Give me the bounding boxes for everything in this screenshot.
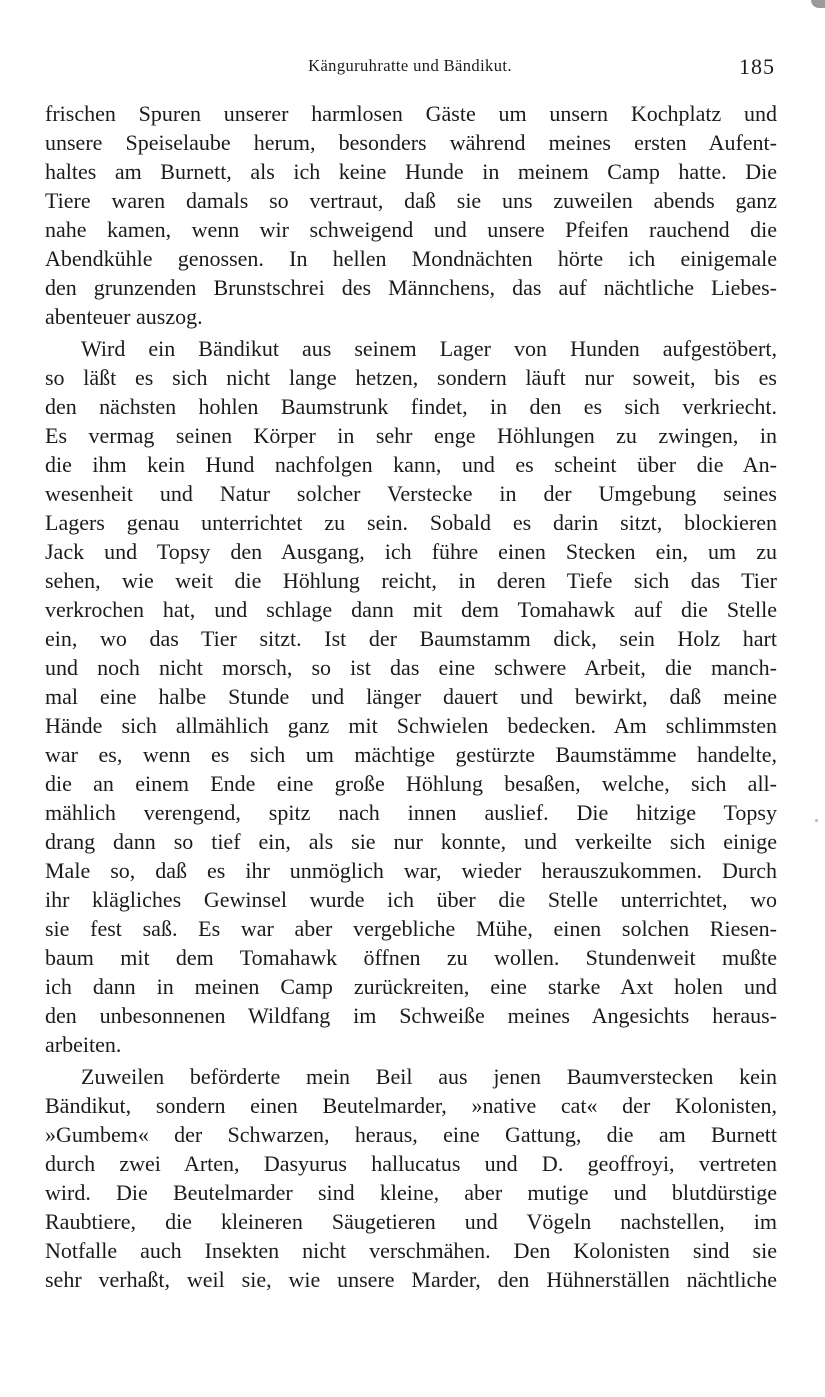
text-line: sehr verhaßt, weil sie, wie unsere Marder, den Hühnerställen nächtliche xyxy=(45,1267,777,1292)
text-line: nahe kamen, wenn wir schweigend und unsere Pfeifen rauchend die xyxy=(45,217,777,242)
text-line: baum mit dem Tomahawk öffnen zu wollen. Stundenweit mußte xyxy=(45,945,777,970)
text-line: Raubtiere, die kleineren Säugetieren und Vögeln nachstellen, im xyxy=(45,1209,777,1234)
text-line: drang dann so tief ein, als sie nur konnte, und verkeilte sich einige xyxy=(45,829,777,854)
text-line: Tiere waren damals so vertraut, daß sie uns zuweilen abends ganz xyxy=(45,188,777,213)
text-line: die an einem Ende eine große Höhlung besaßen, welche, sich all- xyxy=(45,771,777,796)
scan-corner-mark xyxy=(811,0,825,8)
text-line: frischen Spuren unserer harmlosen Gäste um unsern Kochplatz und xyxy=(45,101,777,126)
text-line: durch zwei Arten, Dasyurus hallucatus und D. geoffroyi, vertreten xyxy=(45,1151,777,1176)
text-line: Abendkühle genossen. In hellen Mondnächten hörte ich einigemale xyxy=(45,246,777,271)
text-line: ein, wo das Tier sitzt. Ist der Baumstamm dick, sein Holz hart xyxy=(45,626,777,651)
text-line: ich dann in meinen Camp zurückreiten, eine starke Axt holen und xyxy=(45,974,777,999)
text-line: so läßt es sich nicht lange hetzen, sondern läuft nur soweit, bis es xyxy=(45,365,777,390)
text-line: Wird ein Bändikut aus seinem Lager von Hunden aufgestöbert, xyxy=(81,336,777,361)
text-line: Bändikut, sondern einen Beutelmarder, »native cat« der Kolonisten, xyxy=(45,1093,777,1118)
text-line: wird. Die Beutelmarder sind kleine, aber mutige und blutdürstige xyxy=(45,1180,777,1205)
text-line: Zuweilen beförderte mein Beil aus jenen Baumverstecken kein xyxy=(81,1064,777,1089)
running-header xyxy=(45,52,775,88)
text-line: den grunzenden Brunstschrei des Männchens, das auf nächtliche Liebes- xyxy=(45,275,777,300)
text-line: sie fest saß. Es war aber vergebliche Mühe, einen solchen Riesen- xyxy=(45,916,777,941)
text-line: Es vermag seinen Körper in sehr enge Höhlungen zu zwingen, in xyxy=(45,423,777,448)
paragraph-3 xyxy=(45,1062,777,1294)
text-line: war es, wenn es sich um mächtige gestürzte Baumstämme handelte, xyxy=(45,742,777,767)
text-line: Male so, daß es ihr unmöglich war, wieder herauszukommen. Durch xyxy=(45,858,777,883)
text-line: ihr klägliches Gewinsel wurde ich über die Stelle unterrichtet, wo xyxy=(45,887,777,912)
text-line: verkrochen hat, und schlage dann mit dem Tomahawk auf die Stelle xyxy=(45,597,777,622)
paragraph-1 xyxy=(45,99,777,331)
running-title: Känguruhratte und Bändikut. xyxy=(308,56,512,75)
text-line: unsere Speiselaube herum, besonders während meines ersten Aufent- xyxy=(45,130,777,155)
text-line: mählich verengend, spitz nach innen auslief. Die hitzige Topsy xyxy=(45,800,777,825)
text-line: die ihm kein Hund nachfolgen kann, und es scheint über die An- xyxy=(45,452,777,477)
margin-speck xyxy=(815,819,818,822)
text-line: abenteuer auszog. xyxy=(45,304,203,329)
text-line: und noch nicht morsch, so ist das eine schwere Arbeit, die manch- xyxy=(45,655,777,680)
text-line: wesenheit und Natur solcher Verstecke in der Umgebung seines xyxy=(45,481,777,506)
text-line: »Gumbem« der Schwarzen, heraus, eine Gattung, die am Burnett xyxy=(45,1122,777,1147)
page-number: 185 xyxy=(739,54,775,79)
text-line: Jack und Topsy den Ausgang, ich führe einen Stecken ein, um zu xyxy=(45,539,777,564)
text-line: den unbesonnenen Wildfang im Schweiße meines Angesichts heraus- xyxy=(45,1003,777,1028)
text-line: arbeiten. xyxy=(45,1032,122,1057)
text-line: mal eine halbe Stunde und länger dauert und bewirkt, daß meine xyxy=(45,684,777,709)
text-line: sehen, wie weit die Höhlung reicht, in deren Tiefe sich das Tier xyxy=(45,568,777,593)
text-line: Lagers genau unterrichtet zu sein. Sobald es darin sitzt, blockieren xyxy=(45,510,777,535)
text-line: den nächsten hohlen Baumstrunk findet, in den es sich verkriecht. xyxy=(45,394,777,419)
paragraph-2 xyxy=(45,334,777,1059)
text-line: haltes am Burnett, als ich keine Hunde in meinem Camp hatte. Die xyxy=(45,159,777,184)
text-line: Notfalle auch Insekten nicht verschmähen. Den Kolonisten sind sie xyxy=(45,1238,777,1263)
body-text xyxy=(45,99,777,1294)
text-line: Hände sich allmählich ganz mit Schwielen bedecken. Am schlimmsten xyxy=(45,713,777,738)
